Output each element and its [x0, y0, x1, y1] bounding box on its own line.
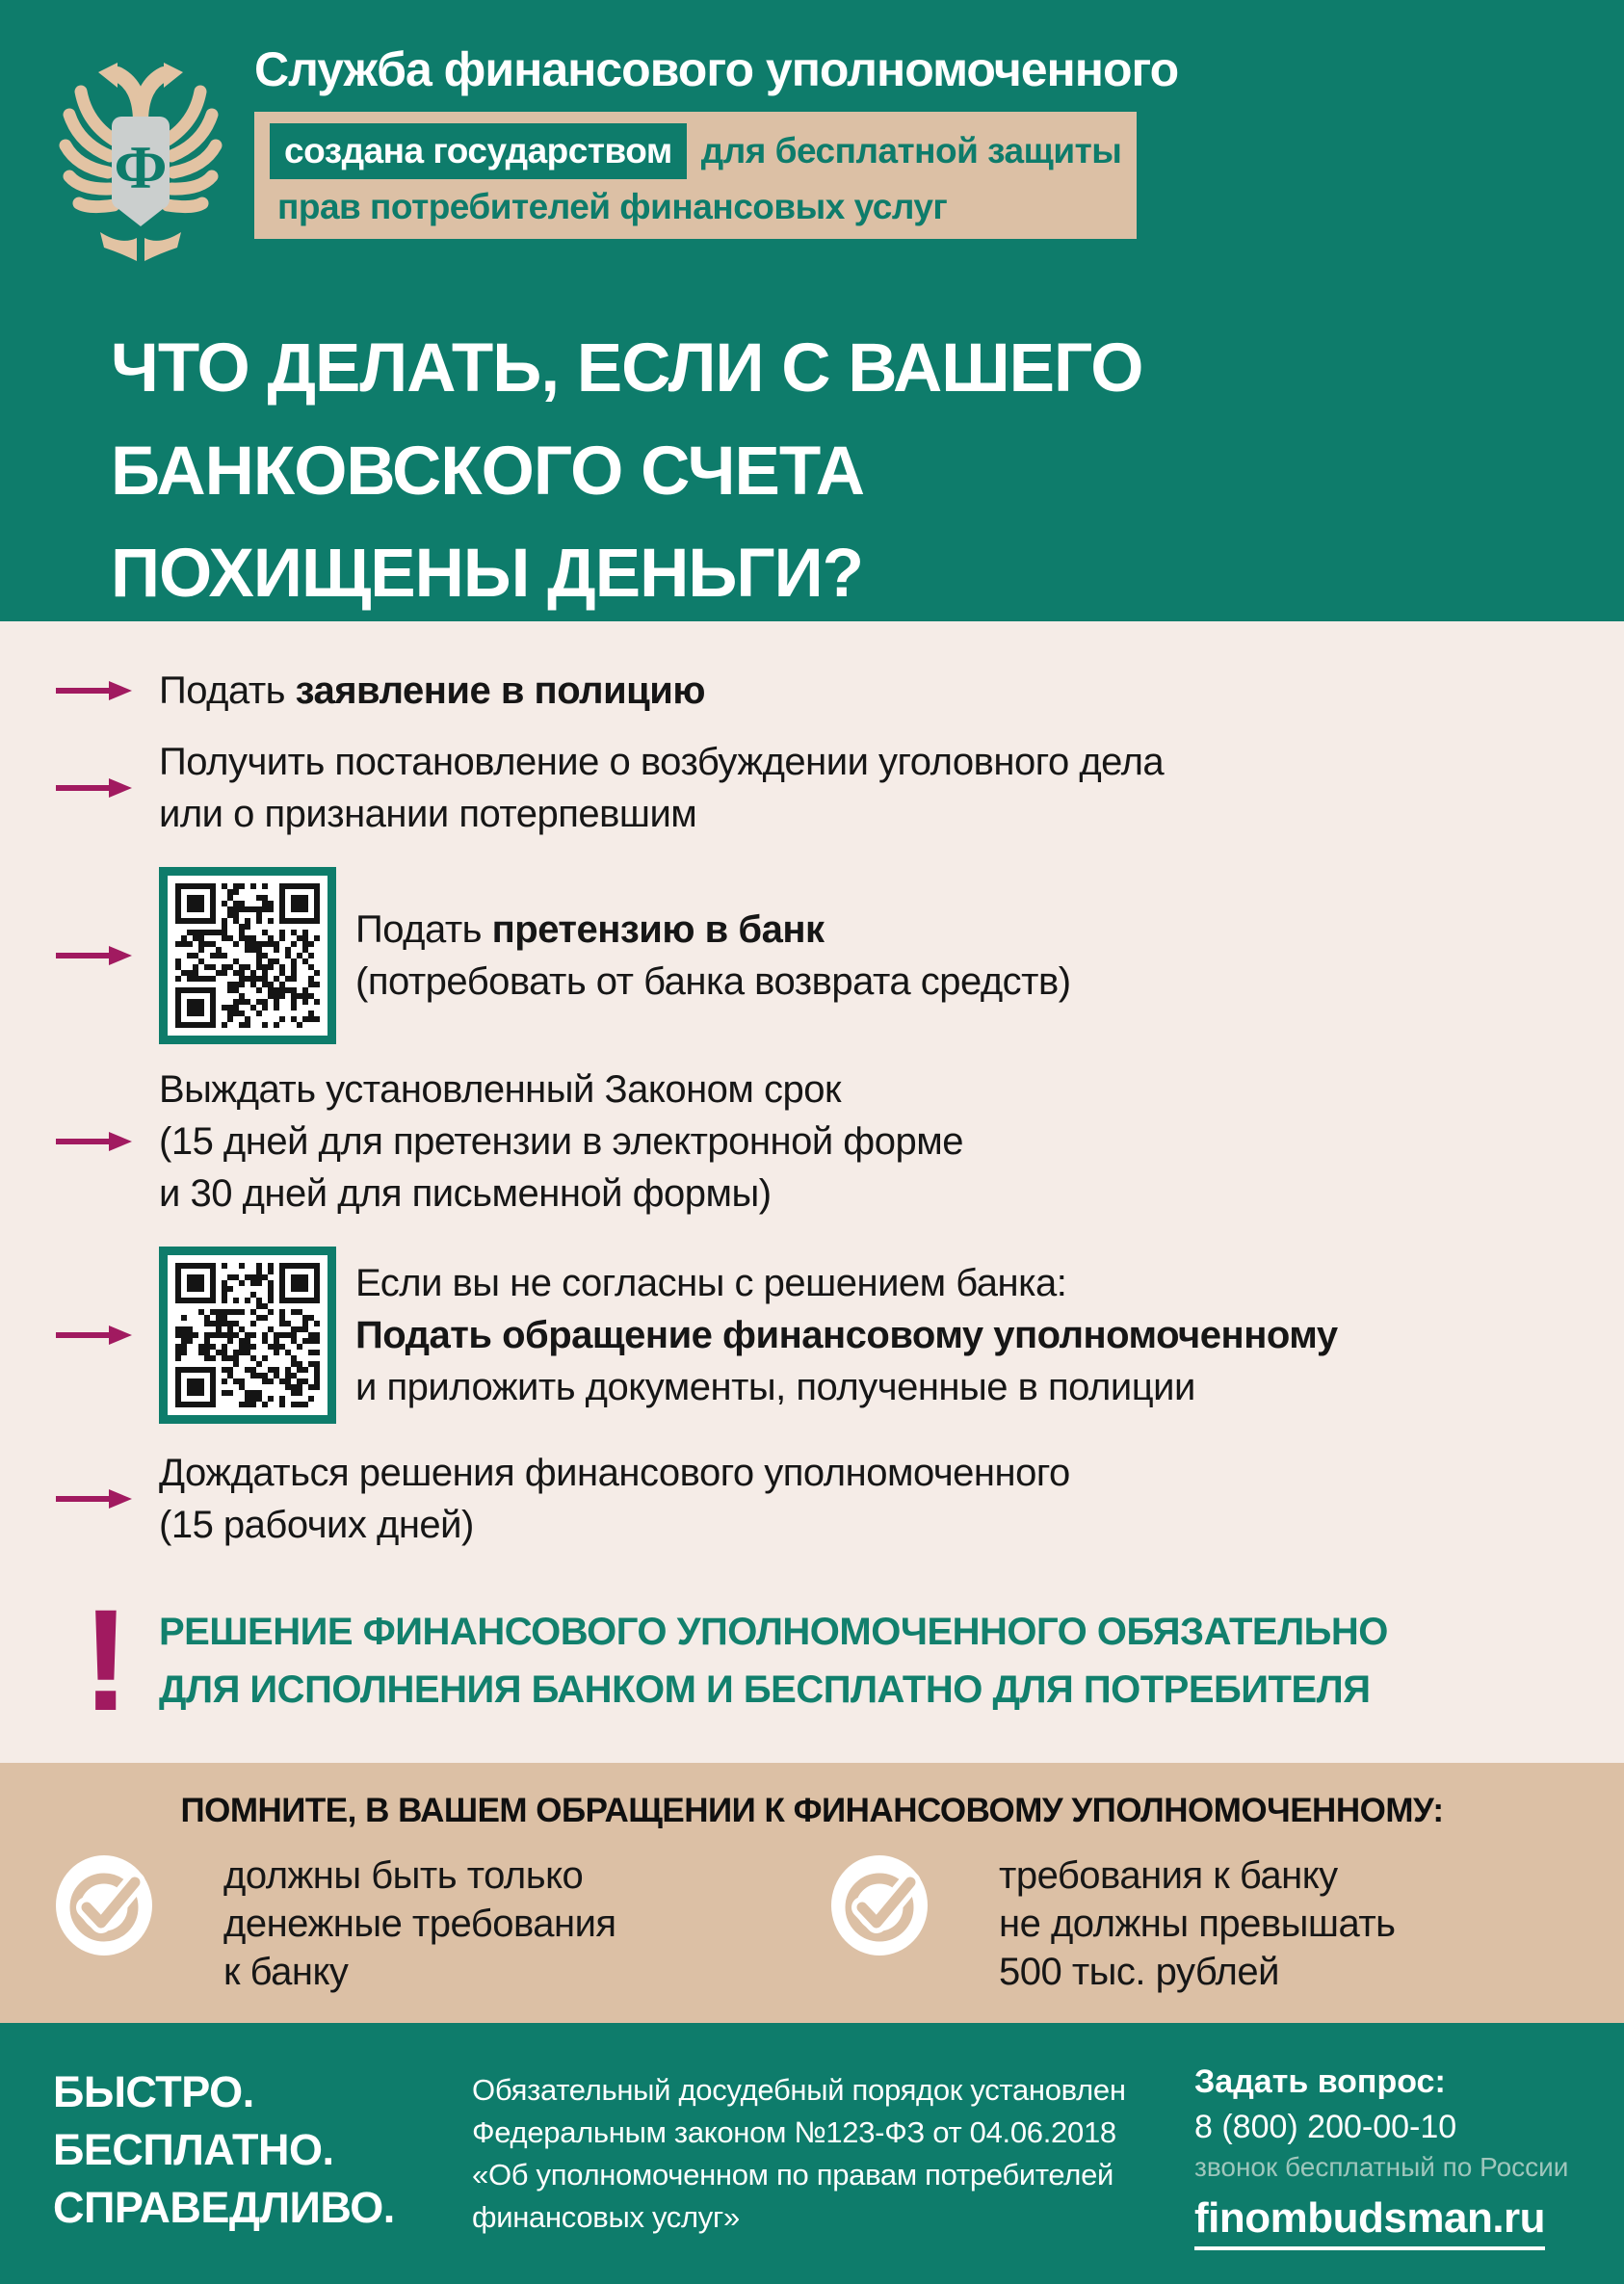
law-line1: Обязательный досудебный порядок установлен	[472, 2073, 1126, 2107]
page-title	[111, 318, 1624, 626]
reminder-item-2-line1: требования к банку	[999, 1854, 1338, 1897]
step-2	[53, 736, 1595, 840]
reminder-heading: ПОМНИТЕ, В ВАШЕМ ОБРАЩЕНИИ К ФИНАНСОВОМУ УПОЛНОМОЧЕННОМУ:	[180, 1792, 1444, 1829]
step-3-line2: (потребовать от банка возврата средств)	[355, 960, 1071, 1003]
step-6-line2: (15 рабочих дней)	[159, 1504, 474, 1546]
footer-section	[0, 2023, 1624, 2284]
badge	[254, 112, 1137, 239]
slogan	[53, 2063, 472, 2284]
contact-block	[1194, 2063, 1571, 2284]
check-circle-icon	[831, 1855, 928, 1956]
step-4-line3: и 30 дней для письменной формы)	[159, 1172, 772, 1215]
step-3-text: Подать	[355, 908, 492, 951]
slogan-line1: БЫСТРО.	[53, 2067, 254, 2116]
qr-code-ombudsman-appeal[interactable]	[159, 1247, 336, 1424]
step-1	[53, 665, 1595, 717]
right-arrow-icon	[53, 676, 159, 705]
step-5-line1: Если вы не согласны с решением банка:	[355, 1262, 1067, 1304]
step-2-line2: или о признании потерпевшим	[159, 793, 697, 835]
page-title-line1: ЧТО ДЕЛАТЬ, ЕСЛИ С ВАШЕГО	[111, 330, 1143, 407]
reminder-item-2-line2: не должны превышать	[999, 1903, 1396, 1945]
important-note	[53, 1579, 1595, 1741]
right-arrow-icon	[53, 774, 159, 802]
ask-question-label: Задать вопрос:	[1194, 2063, 1446, 2100]
law-line3: «Об уполномоченном по правам потребителей	[472, 2158, 1114, 2192]
check-circle-icon	[56, 1855, 152, 1956]
steps-section	[0, 621, 1624, 1763]
website-link[interactable]: finombudsman.ru	[1194, 2194, 1545, 2250]
header-section	[0, 0, 1624, 621]
right-arrow-icon	[53, 1321, 159, 1350]
reminder-item-2	[812, 1851, 1624, 1996]
phone-number-link[interactable]: 8 (800) 200-00-10	[1194, 2109, 1457, 2145]
page-title-line3: ПОХИЩЕНЫ ДЕНЬГИ?	[111, 536, 864, 612]
right-arrow-icon	[53, 1484, 159, 1513]
step-4-line1: Выждать установленный Законом срок	[159, 1068, 842, 1111]
reminder-item-1-line3: к банку	[223, 1951, 349, 1993]
step-6	[53, 1447, 1595, 1551]
step-5-line3: и приложить документы, полученные в полиции	[355, 1366, 1195, 1408]
law-reference	[472, 2063, 1194, 2284]
step-5-line2-bold: Подать обращение финансовому уполномоченному	[355, 1314, 1338, 1356]
step-5	[53, 1247, 1595, 1424]
reminder-section	[0, 1763, 1624, 2023]
qr-code	[175, 1263, 320, 1407]
step-3	[53, 867, 1595, 1044]
step-4	[53, 1063, 1595, 1220]
note-line1: РЕШЕНИЕ ФИНАНСОВОГО УПОЛНОМОЧЕННОГО ОБЯЗАТЕЛЬНО	[159, 1610, 1388, 1653]
qr-code-bank-claim[interactable]	[159, 867, 336, 1044]
right-arrow-icon	[53, 1127, 159, 1156]
law-line2: Федеральным законом №123-ФЗ от 04.06.2018	[472, 2115, 1116, 2150]
badge-line2-text: прав потребителей финансовых услуг	[277, 187, 948, 226]
right-arrow-icon	[53, 941, 159, 970]
step-3-text-bold: претензию в банк	[491, 908, 825, 951]
qr-code	[175, 883, 320, 1028]
step-1-text-bold: заявление в полицию	[295, 669, 705, 712]
exclamation-icon: !	[82, 1579, 130, 1741]
step-2-line1: Получить постановление о возбуждении уголовного дела	[159, 741, 1165, 783]
reminder-item-1	[0, 1851, 812, 1996]
slogan-line3: СПРАВЕДЛИВО.	[53, 2182, 395, 2232]
page-title-line2: БАНКОВСКОГО СЧЕТА	[111, 433, 865, 510]
step-1-text: Подать	[159, 669, 296, 712]
org-title: Служба финансового уполномоченного	[254, 42, 1179, 96]
reminder-item-1-line2: денежные требования	[223, 1903, 616, 1945]
reminder-item-2-line3: 500 тыс. рублей	[999, 1951, 1279, 1993]
svg-text:Ф: Ф	[114, 133, 168, 201]
step-6-line1: Дождаться решения финансового уполномоченного	[159, 1452, 1070, 1494]
step-4-line2: (15 дней для претензии в электронной форме	[159, 1120, 963, 1163]
reminder-item-1-line1: должны быть только	[223, 1854, 584, 1897]
note-line2: ДЛЯ ИСПОЛНЕНИЯ БАНКОМ И БЕСПЛАТНО ДЛЯ ПОТРЕБИТЕЛЯ	[159, 1667, 1371, 1711]
badge-rest-text: для бесплатной защиты	[700, 131, 1122, 171]
finombudsman-eagle-logo-icon	[58, 43, 229, 281]
slogan-line2: БЕСПЛАТНО.	[53, 2124, 334, 2174]
badge-highlight: создана государством	[270, 123, 687, 179]
law-line4: финансовых услуг»	[472, 2200, 740, 2235]
phone-note: звонок бесплатный по России	[1194, 2152, 1569, 2182]
